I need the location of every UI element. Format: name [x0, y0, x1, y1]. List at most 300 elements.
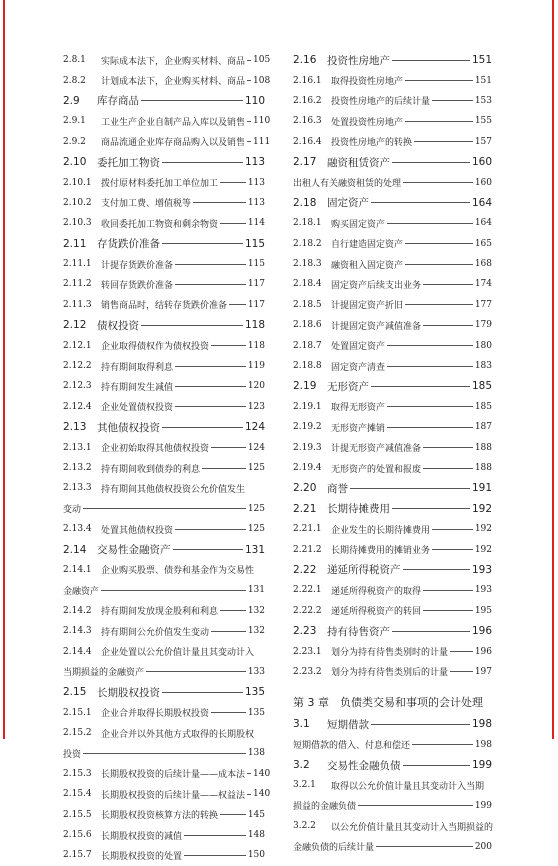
toc-entry-number: 2.18.8 [293, 361, 322, 372]
toc-page-number: 195 [474, 605, 492, 616]
toc-entry-title: 融资租入固定资产 [331, 260, 404, 271]
toc-entry [293, 601, 492, 621]
toc-page-number: 117 [247, 299, 265, 310]
toc-leader-line [423, 468, 473, 469]
toc-page-number: 133 [247, 666, 265, 677]
toc-entry [63, 845, 265, 865]
toc-entry [293, 539, 492, 559]
toc-leader-line [358, 805, 473, 806]
toc-page-number: 177 [474, 299, 492, 310]
toc-entry-title: 长期待摊费用的摊销业务 [331, 546, 431, 557]
toc-entry-number: 2.15.6 [63, 830, 92, 841]
toc-leader-line [101, 590, 246, 591]
toc-entry [63, 274, 265, 294]
toc-entry [293, 234, 492, 254]
toc-entry-number: 2.18.5 [293, 299, 322, 310]
toc-leader-line [229, 304, 246, 305]
toc-entry-title: 划分为持有待售类别时的计量 [331, 648, 449, 659]
toc-entry-number: 2.13 [63, 421, 87, 434]
toc-page-number: 200 [474, 841, 492, 852]
toc-section-entry [293, 560, 492, 580]
toc-page-number: 188 [474, 442, 492, 453]
toc-page-number: 198 [474, 739, 492, 750]
toc-entry-title: 企业购买股票、债券和基金作为交易性 [101, 566, 255, 577]
toc-entry-title: 变动 [63, 505, 82, 516]
toc-page-number: 138 [247, 748, 265, 759]
toc-entry [63, 111, 271, 131]
toc-page-number: 160 [471, 156, 492, 169]
toc-leader-line [193, 202, 246, 203]
toc-entry-number: 2.9 [63, 94, 80, 107]
toc-entry-title: 处置其他债权投资 [101, 525, 174, 536]
toc-entry-number: 2.21.1 [293, 524, 322, 535]
toc-page-number: 164 [474, 218, 492, 229]
toc-entry-title: 短期借款的借入、付息和偿还 [293, 741, 411, 752]
toc-page-number: 115 [247, 259, 265, 270]
right-red-border [552, 0, 554, 739]
toc-entry-title: 持有待售资产 [327, 625, 390, 638]
toc-leader-line [211, 631, 246, 632]
toc-leader-line [387, 406, 473, 407]
toc-entry-title: 持有期间发放现金股利和利息 [101, 607, 219, 618]
toc-page-number: 199 [474, 800, 492, 811]
toc-leader-line [162, 692, 243, 693]
toc-entry-number: 2.8.2 [63, 75, 86, 86]
toc-entry-number: 2.14.4 [63, 646, 92, 657]
toc-entry [293, 836, 492, 856]
toc-leader-line [184, 855, 246, 856]
toc-entry [63, 458, 265, 478]
toc-entry-number: 2.13.2 [63, 463, 92, 473]
toc-entry [63, 50, 271, 70]
toc-entry-title: 长期股权投资的后续计量——权益法 [101, 790, 246, 801]
toc-entry-title: 企业取得债权作为债权投资 [101, 342, 210, 353]
toc-leader-line [202, 468, 246, 469]
toc-entry [63, 356, 265, 376]
toc-section-entry [63, 152, 265, 172]
toc-entry [63, 254, 265, 274]
toc-entry-number: 2.12.2 [63, 361, 92, 372]
toc-entry-title: 持有期间公允价值发生变动 [101, 627, 210, 638]
toc-entry-number: 2.9.2 [63, 136, 86, 147]
toc-entry-title: 实际成本法下，企业购买材料、商品 [101, 56, 246, 67]
toc-page-number: 125 [247, 463, 265, 473]
toc-entry-number: 2.10.3 [63, 218, 92, 229]
toc-entry [293, 356, 492, 376]
toc-section-entry [63, 234, 265, 254]
toc-entry [63, 804, 265, 824]
toc-entry [293, 662, 492, 682]
toc-entry-number: 2.16.1 [293, 75, 322, 86]
toc-entry-number: 2.21 [293, 502, 317, 515]
toc-entry-title: 无形资产的处置和报废 [331, 464, 422, 475]
toc-leader-line [376, 846, 473, 847]
toc-leader-line [220, 814, 246, 815]
toc-leader-line [220, 182, 246, 183]
toc-entry-number: 2.14 [63, 543, 87, 556]
toc-leader-line [392, 631, 470, 632]
toc-leader-line [247, 773, 251, 774]
toc-page-number: 124 [244, 421, 265, 434]
toc-page-number: 120 [247, 381, 265, 392]
toc-entry-title: 长期股权投资的后续计量——成本法 [101, 770, 246, 781]
toc-page-number: 131 [247, 585, 265, 596]
toc-entry-title: 固定资产清查 [331, 362, 386, 373]
toc-section-entry [293, 478, 492, 498]
toc-leader-line [371, 724, 470, 725]
toc-page-number: 196 [474, 646, 492, 657]
toc-section-entry [63, 417, 265, 437]
toc-page-number: 113 [244, 156, 265, 169]
toc-section-entry [63, 91, 265, 111]
toc-entry [63, 764, 271, 784]
toc-page-number: 151 [471, 54, 492, 67]
toc-leader-line [387, 427, 473, 428]
toc-entry-title: 长期股权投资核算方法的转换 [101, 811, 219, 822]
toc-leader-line [247, 141, 251, 142]
toc-entry [63, 641, 265, 661]
toc-entry-number: 2.18.4 [293, 279, 322, 290]
toc-entry [293, 641, 492, 661]
toc-entry-title: 转回存货跌价准备 [101, 280, 174, 291]
toc-entry [63, 478, 265, 498]
toc-entry [63, 376, 265, 396]
toc-page-number: 131 [244, 543, 265, 556]
toc-section-entry [293, 755, 492, 775]
toc-page-number: 180 [474, 340, 492, 351]
toc-entry-title: 企业初始取得其他债权投资 [101, 444, 210, 455]
toc-leader-line [162, 427, 243, 428]
toc-section-entry [63, 539, 265, 559]
toc-page-number: 150 [247, 850, 265, 861]
toc-leader-line [247, 121, 251, 122]
toc-entry-number: 2.19 [293, 380, 317, 393]
toc-entry-number: 2.12 [63, 319, 87, 332]
toc-entry-title: 取得无形资产 [331, 403, 386, 414]
toc-leader-line [392, 162, 470, 163]
toc-entry-number: 2.18.7 [293, 340, 322, 351]
toc-page-number: 110 [244, 94, 265, 107]
toc-page-number: 155 [474, 116, 492, 127]
toc-page-number: 140 [253, 789, 271, 800]
toc-entry [293, 274, 492, 294]
toc-page-number: 187 [474, 422, 492, 433]
toc-leader-line [162, 162, 243, 163]
toc-leader-line [141, 325, 243, 326]
toc-entry [63, 519, 265, 539]
toc-page-number: 125 [247, 524, 265, 535]
toc-entry-title: 持有期间发生减值 [101, 382, 174, 393]
toc-page-number: 199 [471, 759, 492, 772]
toc-entry-number: 2.19.4 [293, 463, 322, 473]
toc-entry-number: 2.21.2 [293, 544, 322, 555]
toc-entry-number: 2.23.2 [293, 666, 322, 677]
toc-entry-number: 2.12.1 [63, 340, 92, 351]
toc-entry-title: 委托加工物资 [97, 156, 160, 169]
toc-page-number: 192 [474, 544, 492, 555]
toc-entry-title: 企业处置债权投资 [101, 403, 174, 414]
toc-entry-title: 处置投资性房地产 [331, 117, 404, 128]
toc-page-number: 125 [247, 503, 265, 514]
toc-entry-title: 购买固定资产 [331, 219, 386, 230]
toc-entry-number: 2.20 [293, 482, 317, 495]
toc-leader-line [146, 671, 246, 672]
toc-page-number: 183 [474, 361, 492, 372]
toc-entry-number: 2.17 [293, 156, 317, 169]
toc-entry-number: 2.22.1 [293, 585, 322, 596]
toc-section-entry [63, 682, 265, 702]
toc-leader-line [392, 508, 470, 509]
toc-leader-line [175, 529, 246, 530]
toc-leader-line [175, 284, 246, 285]
toc-leader-line [450, 671, 473, 672]
toc-entry-title: 递延所得税资产的转回 [331, 607, 422, 618]
toc-entry-title: 企业合并以外其他方式取得的长期股权 [101, 729, 255, 740]
toc-leader-line [423, 610, 473, 611]
toc-entry [293, 70, 492, 90]
toc-page-number: 179 [474, 320, 492, 331]
toc-leader-line [211, 712, 246, 713]
toc-page-number: 123 [247, 401, 265, 412]
toc-leader-line [173, 549, 243, 550]
toc-entry-number: 2.22.2 [293, 605, 322, 616]
toc-entry [63, 437, 265, 457]
toc-entry [293, 111, 492, 131]
toc-entry-number: 2.16.2 [293, 95, 322, 106]
toc-entry-number: 2.10.2 [63, 197, 92, 208]
toc-entry-number: 2.15.7 [63, 850, 92, 861]
toc-entry [63, 499, 265, 519]
toc-entry-title: 交易性金融资产 [97, 544, 171, 557]
toc-entry-number: 2.11.3 [63, 299, 92, 310]
toc-entry-title: 固定资产 [327, 197, 369, 210]
toc-leader-line [405, 243, 473, 244]
toc-entry-title: 固定资产后续支出业务 [331, 280, 422, 291]
toc-leader-line [175, 386, 246, 387]
toc-entry [63, 295, 265, 315]
toc-entry-number: 3.2.2 [293, 821, 316, 832]
toc-page-number: 160 [474, 177, 492, 188]
toc-entry [293, 796, 492, 816]
toc-entry-title: 计提固定资产减值准备 [331, 321, 422, 332]
toc-entry-title: 长期待摊费用 [327, 503, 390, 516]
toc-section-entry [293, 193, 492, 213]
toc-entry-number: 2.16 [293, 54, 317, 67]
toc-page-number: 115 [244, 237, 265, 250]
toc-leader-line [175, 264, 246, 265]
toc-entry [293, 295, 492, 315]
toc-section-entry [293, 376, 492, 396]
toc-entry-title: 投资性房地产的转换 [331, 138, 413, 149]
toc-page-number: 145 [247, 809, 265, 820]
toc-page-number: 193 [474, 585, 492, 596]
toc-entry-title: 投资性房地产的后续计量 [331, 97, 431, 108]
toc-page-number: 185 [474, 401, 492, 412]
toc-page-number: 135 [247, 707, 265, 718]
toc-page-number: 132 [247, 626, 265, 637]
toc-entry-title: 第 3 章 负债类交易和事项的会计处理 [293, 696, 483, 710]
toc-page-number: 174 [474, 279, 492, 290]
toc-entry-title: 商品流通企业库存商品购入以及销售 [101, 138, 246, 149]
toc-page-number: 118 [244, 319, 265, 332]
toc-page-number: 135 [244, 686, 265, 699]
toc-page-number: 198 [471, 718, 492, 731]
toc-entry [63, 213, 265, 233]
toc-entry [63, 580, 265, 600]
toc-entry-title: 企业发生的长期待摊费用 [331, 525, 431, 536]
toc-entry-number: 2.22 [293, 563, 317, 576]
toc-entry [293, 132, 492, 152]
toc-leader-line [247, 60, 251, 61]
toc-leader-line [403, 182, 473, 183]
toc-leader-line [175, 406, 246, 407]
toc-entry-title: 递延所得税资产的取得 [331, 586, 422, 597]
toc-entry-number: 2.19.3 [293, 442, 322, 453]
toc-entry-title: 计提存货跌价准备 [101, 260, 174, 271]
toc-page-number: 110 [253, 116, 271, 127]
toc-section-entry [293, 621, 492, 641]
toc-entry-number: 2.12.3 [63, 381, 92, 392]
toc-entry-title: 债权投资 [97, 319, 139, 332]
toc-leader-line [220, 223, 246, 224]
toc-entry-title: 金融资产 [63, 586, 100, 597]
toc-page-number: 157 [474, 136, 492, 147]
toc-entry [63, 723, 265, 743]
toc-leader-line [405, 304, 473, 305]
toc-leader-line [432, 549, 473, 550]
toc-entry-title: 融资租赁资产 [327, 156, 390, 169]
toc-leader-line [405, 121, 473, 122]
toc-leader-line [387, 345, 473, 346]
toc-entry [63, 335, 265, 355]
toc-entry [63, 132, 271, 152]
toc-entry-title: 持有期间收到债券的利息 [101, 464, 201, 475]
toc-entry-title: 短期借款 [327, 718, 369, 731]
toc-entry-number: 2.11.2 [63, 279, 92, 290]
toc-entry-title: 企业处置以公允价值计量且其变动计入 [101, 648, 255, 659]
toc-page-number: 119 [247, 361, 265, 372]
toc-page-number: 196 [471, 625, 492, 638]
toc-entry-title: 其他债权投资 [97, 421, 160, 434]
toc-leader-line [392, 60, 470, 61]
toc-entry-title: 长期股权投资 [97, 686, 160, 699]
toc-page-number: 153 [474, 95, 492, 106]
toc-entry-title: 拨付原材料委托加工单位加工 [101, 179, 219, 190]
toc-page-number: 118 [247, 340, 265, 351]
toc-entry-title: 计提无形资产减值准备 [331, 444, 422, 455]
toc-leader-line [387, 223, 473, 224]
toc-entry-number: 2.18.6 [293, 320, 322, 331]
toc-entry-number: 2.19.1 [293, 401, 322, 412]
toc-right-column [293, 50, 492, 857]
toc-page-number: 164 [471, 196, 492, 209]
toc-leader-line [371, 386, 470, 387]
toc-entry-number: 2.15.2 [63, 728, 92, 739]
toc-section-entry [293, 499, 492, 519]
toc-entry-title: 收回委托加工物资和剩余物资 [101, 219, 219, 230]
toc-leader-line [247, 80, 251, 81]
toc-leader-line [371, 202, 470, 203]
toc-entry-number: 2.18.2 [293, 238, 322, 249]
toc-chapter-heading [293, 690, 492, 714]
toc-leader-line [405, 264, 473, 265]
toc-entry [293, 254, 492, 274]
toc-leader-line [83, 508, 246, 509]
toc-entry [293, 91, 492, 111]
toc-page-number: 113 [247, 197, 265, 208]
toc-entry [63, 172, 265, 192]
toc-entry [63, 743, 265, 763]
toc-entry [63, 601, 265, 621]
toc-entry-title: 计提固定资产折旧 [331, 301, 404, 312]
toc-entry-number: 2.13.3 [63, 483, 92, 494]
toc-section-entry [293, 714, 492, 734]
toc-leader-line [220, 610, 246, 611]
toc-entry [63, 703, 265, 723]
toc-left-column [63, 50, 271, 866]
toc-leader-line [141, 100, 243, 101]
toc-entry-title: 存货跌价准备 [97, 238, 160, 251]
toc-entry [63, 825, 265, 845]
left-red-border [3, 0, 5, 739]
toc-entry [63, 621, 265, 641]
toc-entry-title: 自行建造固定资产 [331, 240, 404, 251]
toc-entry [63, 397, 265, 417]
toc-leader-line [432, 100, 473, 101]
toc-entry-title: 损益的金融负债 [293, 802, 357, 813]
toc-entry-number: 2.14.3 [63, 626, 92, 637]
toc-leader-line [350, 488, 470, 489]
toc-entry-title: 投资 [63, 749, 82, 760]
toc-entry-title: 计划成本法下，企业购买材料、商品 [101, 77, 246, 88]
toc-entry-title: 取得投资性房地产 [331, 77, 404, 88]
toc-entry-number: 2.15 [63, 686, 87, 699]
toc-entry-title: 无形资产 [327, 380, 369, 393]
toc-entry [293, 172, 492, 192]
toc-entry-number: 2.18 [293, 196, 317, 209]
toc-entry-title: 支付加工费、增值税等 [101, 199, 192, 210]
toc-page-number: 140 [253, 768, 271, 779]
toc-page-number: 113 [247, 177, 265, 188]
toc-page-number: 105 [253, 55, 271, 66]
toc-page-number: 108 [253, 75, 271, 86]
toc-entry-number: 2.23 [293, 625, 317, 638]
toc-page-number: 111 [253, 136, 271, 147]
toc-entry [293, 335, 492, 355]
toc-section-entry [293, 152, 492, 172]
toc-entry [63, 193, 265, 213]
toc-leader-line [450, 651, 473, 652]
toc-entry-title: 当期损益的金融资产 [63, 668, 145, 679]
toc-page-number: 151 [474, 75, 492, 86]
toc-leader-line [387, 366, 473, 367]
toc-leader-line [414, 141, 473, 142]
toc-leader-line [184, 835, 246, 836]
toc-entry-number: 2.16.4 [293, 136, 322, 147]
toc-entry-number: 2.15.4 [63, 789, 92, 800]
toc-entry-number: 2.8.1 [63, 55, 86, 66]
toc-leader-line [83, 753, 246, 754]
toc-entry-title: 库存商品 [97, 95, 139, 108]
toc-entry-title: 工业生产企业自制产品入库以及销售 [101, 117, 246, 128]
toc-entry-title: 长期股权投资的减值 [101, 831, 183, 842]
toc-entry-number: 2.18.1 [293, 218, 322, 229]
toc-entry-number: 2.10.1 [63, 177, 92, 188]
toc-page-number: 192 [471, 502, 492, 515]
toc-entry-number: 2.15.5 [63, 809, 92, 820]
toc-leader-line [247, 794, 251, 795]
toc-page-number: 185 [471, 380, 492, 393]
